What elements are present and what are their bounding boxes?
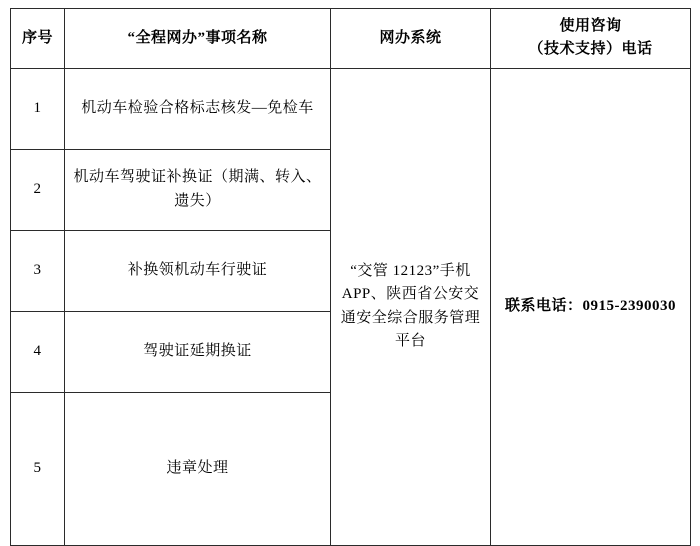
header-item-name: “全程网办”事项名称	[65, 9, 331, 69]
header-support-phone-line1: 使用咨询	[559, 18, 622, 34]
header-sequence-number: 序号	[11, 9, 65, 69]
row-item-name: 机动车检验合格标志核发—免检车	[65, 68, 331, 149]
row-item-name: 机动车驾驶证补换证（期满、转入、遗失）	[65, 149, 331, 230]
row-number: 1	[11, 68, 65, 149]
row-item-name: 驾驶证延期换证	[65, 311, 331, 392]
row-item-name: 补换领机动车行驶证	[65, 230, 331, 311]
row-number: 5	[11, 392, 65, 545]
row-number: 3	[11, 230, 65, 311]
row-item-name: 违章处理	[65, 392, 331, 545]
header-online-system: 网办系统	[331, 9, 491, 69]
header-support-phone	[491, 9, 691, 69]
contact-phone-cell: 联系电话：0915-2390030	[491, 68, 691, 545]
online-system-cell: “交管 12123”手机 APP、陕西省公安交通安全综合服务管理平台	[331, 68, 491, 545]
government-services-table	[10, 8, 691, 546]
header-support-phone-line2: （技术支持）电话	[528, 41, 653, 58]
row-number: 4	[11, 311, 65, 392]
row-number: 2	[11, 149, 65, 230]
table-header-row	[11, 9, 691, 69]
table-row	[11, 68, 691, 149]
